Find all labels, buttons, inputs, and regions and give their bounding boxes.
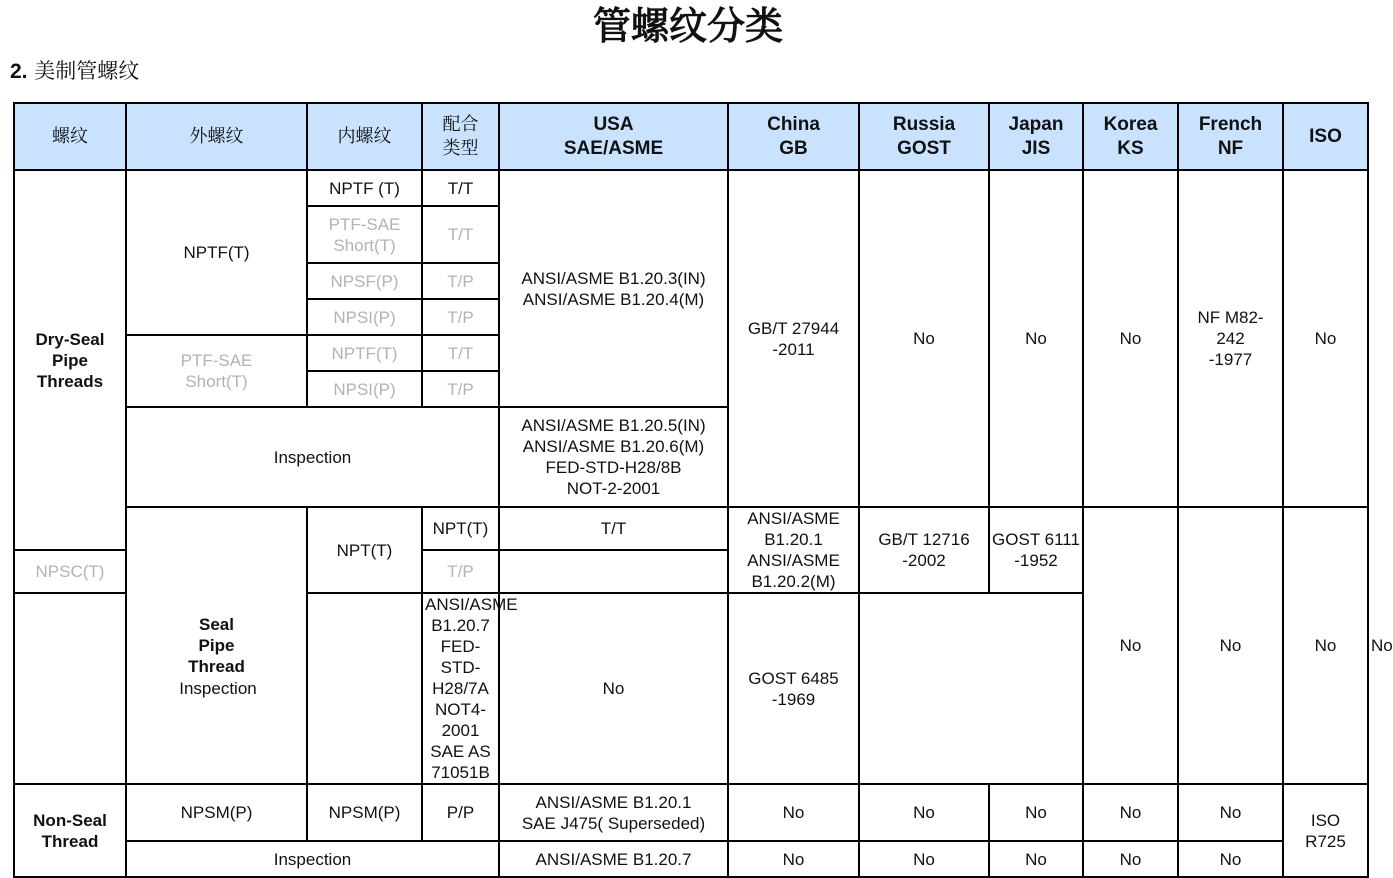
seal-china-inspection: No [499,593,728,784]
dry-int-2 [307,206,422,263]
page-title: 管螺纹分类 [592,4,783,48]
seal-usa [728,507,859,593]
header-fit-line2: 类型 [442,137,479,159]
header-thread: 螺纹 [14,103,126,170]
dry-fit-5: T/T [422,335,499,371]
group-seal-line1: Seal [199,615,234,634]
dry-int-1: NPTF (T) [307,170,422,206]
header-china [728,103,859,170]
header-china-line2: GB [779,137,808,159]
nonseal-fit: P/P [422,784,499,841]
seal-russia [989,507,1083,593]
nonseal-iso-line2: R725 [1305,831,1346,851]
header-china-line1: China [767,113,820,135]
dry-fit-6: T/P [422,371,499,407]
seal-french: No [1283,507,1368,784]
table-row [14,170,1368,206]
dry-russia: No [859,170,989,507]
pipe-thread-table [13,102,1393,878]
dry-usa-insp-line1: ANSI/ASME B1.20.5(IN) [521,416,706,435]
section-number: 2. [10,60,28,83]
header-french-line2: NF [1217,137,1244,159]
dry-french-line1: NF M82- [1197,308,1264,327]
nonseal-iso-line1: ISO [1310,810,1341,830]
nonseal-japan: No [989,784,1083,841]
dry-fit-2: T/T [422,206,499,263]
dry-french-line3: -1977 [1208,350,1253,369]
header-fit-line1: 配合 [442,113,479,135]
nonseal-french-inspection: No [1178,841,1283,877]
seal-russia-insp-line2: -1969 [771,689,816,709]
header-korea-line2: KS [1117,137,1144,159]
header-french-line1: French [1198,113,1263,135]
dry-usa [499,170,728,407]
header-internal: 内螺纹 [307,103,422,170]
dry-int-6: NPSI(P) [307,371,422,407]
nonseal-int: NPSM(P) [307,784,422,841]
dry-iso: No [1283,170,1368,507]
seal-usa-insp-line2: FED-STD-H28/7A [432,637,489,698]
header-external: 外螺纹 [126,103,307,170]
header-iso: ISO [1283,103,1368,170]
group-dry-line2: Pipe [52,350,88,370]
header-japan-line2: JIS [1021,137,1051,159]
header-korea [1083,103,1178,170]
seal-usa-insp-line1: ANSI/ASME B1.20.7 [425,595,518,635]
nonseal-china-inspection: No [728,841,859,877]
nonseal-korea: No [1083,784,1178,841]
seal-ext: NPT(T) [307,507,422,593]
seal-korea: No [1178,507,1283,784]
seal-fit-2: T/P [422,550,499,593]
seal-china-line1: GB/T 12716 [878,530,970,549]
nonseal-usa-line2: SAE J475( Superseded) [521,813,706,833]
seal-russia-line1: GOST 6111 [992,530,1080,549]
nonseal-russia-inspection: No [859,841,989,877]
nonseal-usa-line1: ANSI/ASME B1.20.1 [535,792,692,812]
seal-int-2: NPSC(T) [14,550,126,593]
dry-usa-insp-line3: FED-STD-H28/8B [545,458,682,477]
dry-int-4: NPSI(P) [307,299,422,335]
dry-ext-nptf: NPTF(T) [126,170,307,335]
nonseal-inspection: Inspection [126,841,499,877]
seal-china [859,507,989,593]
header-row [14,103,1368,170]
seal-fit-1: T/T [499,507,728,550]
seal-usa-line2: ANSI/ASME B1.20.2(M) [747,551,840,591]
dry-ext-ptf [126,335,307,407]
header-french [1178,103,1283,170]
group-non-seal [14,784,126,877]
header-russia-line1: Russia [892,113,956,135]
group-seal-line2: Pipe [198,636,235,655]
dry-usa-insp-line4: NOT-2-2001 [566,479,661,498]
header-usa-line1: USA [593,113,634,135]
dry-fit-4: T/P [422,299,499,335]
dry-fit-1: T/T [422,170,499,206]
header-russia [859,103,989,170]
group-nonseal-line1: Non-Seal [33,810,107,830]
dry-fit-3: T/P [422,263,499,299]
dry-usa-line1: ANSI/ASME B1.20.3(IN) [521,268,706,288]
header-japan [989,103,1083,170]
dry-int-2-line1: PTF-SAE [328,214,401,234]
seal-china-line2: -2002 [902,551,946,570]
dry-french-line2: 242 [1216,329,1245,348]
nonseal-russia: No [859,784,989,841]
dry-french [1178,170,1283,507]
group-seal-line3: Thread [188,657,245,676]
header-fit [422,103,499,170]
header-japan-line1: Japan [1008,113,1064,135]
seal-usa-insp-line4: SAE AS 71051B [430,742,491,782]
seal-usa-insp-line3: NOT4-2001 [435,700,486,740]
dry-ext-ptf-line2: Short(T) [185,372,248,391]
group-nonseal-line2: Thread [41,831,99,851]
nonseal-french: No [1178,784,1283,841]
dry-int-5: NPTF(T) [307,335,422,371]
nonseal-japan-inspection: No [989,841,1083,877]
dry-china [728,170,859,507]
dry-int-3: NPSF(P) [307,263,422,299]
header-korea-line1: Korea [1103,113,1158,135]
nonseal-ext: NPSM(P) [126,784,307,841]
seal-usa-inspection [422,593,518,784]
nonseal-korea-inspection: No [1083,841,1178,877]
dry-int-2-line2: Short(T) [333,235,396,255]
dry-china-line1: GB/T 27944 [747,318,840,338]
header-usa-line2: SAE/ASME [563,137,664,159]
section-heading [10,56,139,87]
dry-usa-insp-line2: ANSI/ASME B1.20.6(M) [522,437,705,456]
seal-inspection: Inspection [14,593,422,784]
seal-russia-inspection [728,593,859,784]
table-row: Seal Pipe Thread NPT(T) NPT(T) T/T ANSI/ASME B1.20.1 ANSI/ASME B1.20.2(M) GB/T 12716 -2002 GOST 6111 -1952 No No No No [14,507,1368,550]
group-dry-line3: Threads [36,371,104,391]
dry-usa-inspection [499,407,728,507]
nonseal-china: No [728,784,859,841]
seal-russia-line2: -1952 [1014,551,1058,570]
group-dry-seal [14,170,126,550]
dry-japan: No [989,170,1083,507]
dry-ext-ptf-line1: PTF-SAE [180,351,253,370]
group-dry-line1: Dry-Seal [35,329,105,349]
table-row [14,784,1368,841]
dry-korea: No [1083,170,1178,507]
table-row [14,841,1368,877]
seal-usa-line1: ANSI/ASME B1.20.1 [747,509,840,549]
nonseal-iso [1283,784,1368,877]
dry-china-line2: -2011 [772,339,815,359]
nonseal-usa-inspection: ANSI/ASME B1.20.7 [499,841,728,877]
section-title: 美制管螺纹 [34,59,140,83]
dry-usa-line2: ANSI/ASME B1.20.4(M) [522,289,705,309]
header-usa [499,103,728,170]
header-russia-line2: GOST [897,137,951,159]
seal-japan: No [1083,507,1178,784]
seal-russia-insp-line1: GOST 6485 [748,668,839,688]
nonseal-usa [499,784,728,841]
dry-inspection: Inspection [126,407,499,507]
seal-int-1: NPT(T) [422,507,499,550]
